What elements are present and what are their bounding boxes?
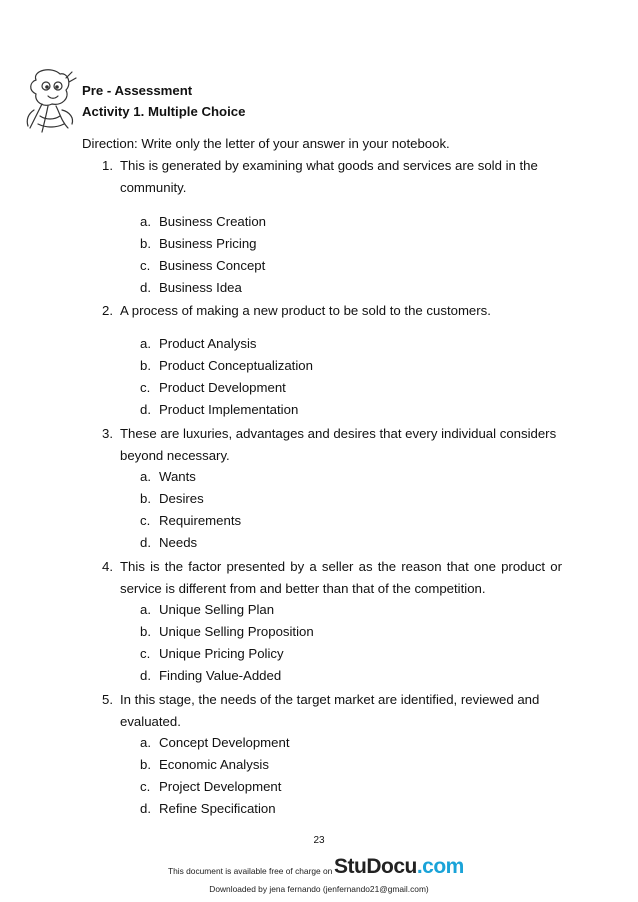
option-5b — [140, 757, 269, 772]
option-text: Product Analysis — [159, 336, 257, 351]
option-5a — [140, 735, 289, 750]
option-text: Needs — [159, 535, 198, 550]
option-3a — [140, 469, 196, 484]
option-letter: c. — [140, 646, 151, 661]
question-text: In this stage, the needs of the target market are identified, reviewed and evaluated. — [120, 692, 540, 729]
question-2 — [102, 300, 562, 322]
option-2d — [140, 402, 298, 417]
option-letter: b. — [140, 491, 151, 506]
option-text: Business Concept — [159, 258, 266, 273]
option-letter: a. — [140, 336, 151, 351]
option-letter: d. — [140, 402, 151, 417]
option-letter: d. — [140, 535, 151, 550]
option-4d — [140, 668, 281, 683]
option-5c — [140, 779, 281, 794]
question-text: These are luxuries, advantages and desires that every individual considers beyond necessary. — [120, 426, 557, 463]
question-5 — [102, 689, 562, 733]
question-text: This is generated by examining what goods and services are sold in the community. — [120, 158, 538, 195]
page-number: 23 — [313, 835, 325, 846]
option-letter: a. — [140, 469, 151, 484]
thinking-character-icon — [22, 66, 78, 136]
option-1c — [140, 258, 265, 273]
option-letter: a. — [140, 735, 151, 750]
option-letter: b. — [140, 358, 151, 373]
option-text: Product Implementation — [159, 402, 299, 417]
option-4b — [140, 624, 314, 639]
option-text: Economic Analysis — [159, 757, 269, 772]
option-text: Business Pricing — [159, 236, 257, 251]
section-title: Pre - Assessment — [82, 83, 193, 98]
option-text: Unique Selling Proposition — [159, 624, 314, 639]
option-letter: a. — [140, 214, 151, 229]
activity-title: Activity 1. Multiple Choice — [82, 104, 246, 119]
question-number: 3. — [102, 426, 113, 441]
option-letter: b. — [140, 624, 151, 639]
option-text: Finding Value-Added — [159, 668, 282, 683]
option-text: Unique Pricing Policy — [159, 646, 284, 661]
option-letter: c. — [140, 380, 151, 395]
option-letter: a. — [140, 602, 151, 617]
option-1b — [140, 236, 256, 251]
footer-availability-text: This document is available free of charge on — [168, 866, 333, 876]
option-text: Refine Specification — [159, 801, 276, 816]
question-3 — [102, 423, 562, 467]
option-2b — [140, 358, 313, 373]
option-letter: b. — [140, 757, 151, 772]
direction-text: Direction: Write only the letter of your answer in your notebook. — [82, 136, 450, 151]
footer-download-text: Downloaded by jena fernando (jenfernando21@gmail.com) — [209, 884, 429, 894]
option-2a — [140, 336, 257, 351]
option-1d — [140, 280, 242, 295]
option-letter: c. — [140, 779, 151, 794]
option-1a — [140, 214, 266, 229]
question-number: 5. — [102, 692, 113, 707]
option-3d — [140, 535, 197, 550]
question-4 — [102, 556, 562, 600]
logo-domain-text: .com — [416, 855, 464, 878]
question-number: 1. — [102, 158, 113, 173]
option-text: Product Conceptualization — [159, 358, 313, 373]
option-text: Concept Development — [159, 735, 290, 750]
option-4a — [140, 602, 274, 617]
option-3b — [140, 491, 204, 506]
logo-studocu-text: StuDocu — [334, 855, 417, 878]
option-letter: d. — [140, 668, 151, 683]
option-letter: c. — [140, 513, 151, 528]
option-text: Product Development — [159, 380, 286, 395]
option-5d — [140, 801, 276, 816]
option-letter: c. — [140, 258, 151, 273]
option-text: Business Idea — [159, 280, 242, 295]
option-text: Business Creation — [159, 214, 267, 229]
question-text: This is the factor presented by a seller as the reason that one product or service is different from and better than that of the competition. — [120, 559, 562, 596]
option-text: Desires — [159, 491, 204, 506]
studocu-logo[interactable] — [334, 855, 464, 879]
option-letter: b. — [140, 236, 151, 251]
option-2c — [140, 380, 286, 395]
option-text: Requirements — [159, 513, 242, 528]
question-number: 4. — [102, 559, 113, 574]
option-text: Unique Selling Plan — [159, 602, 275, 617]
option-4c — [140, 646, 284, 661]
question-1 — [102, 155, 562, 199]
question-number: 2. — [102, 303, 113, 318]
option-3c — [140, 513, 241, 528]
question-text: A process of making a new product to be sold to the customers. — [120, 303, 491, 318]
option-letter: d. — [140, 801, 151, 816]
option-text: Wants — [159, 469, 196, 484]
option-letter: d. — [140, 280, 151, 295]
option-text: Project Development — [159, 779, 282, 794]
